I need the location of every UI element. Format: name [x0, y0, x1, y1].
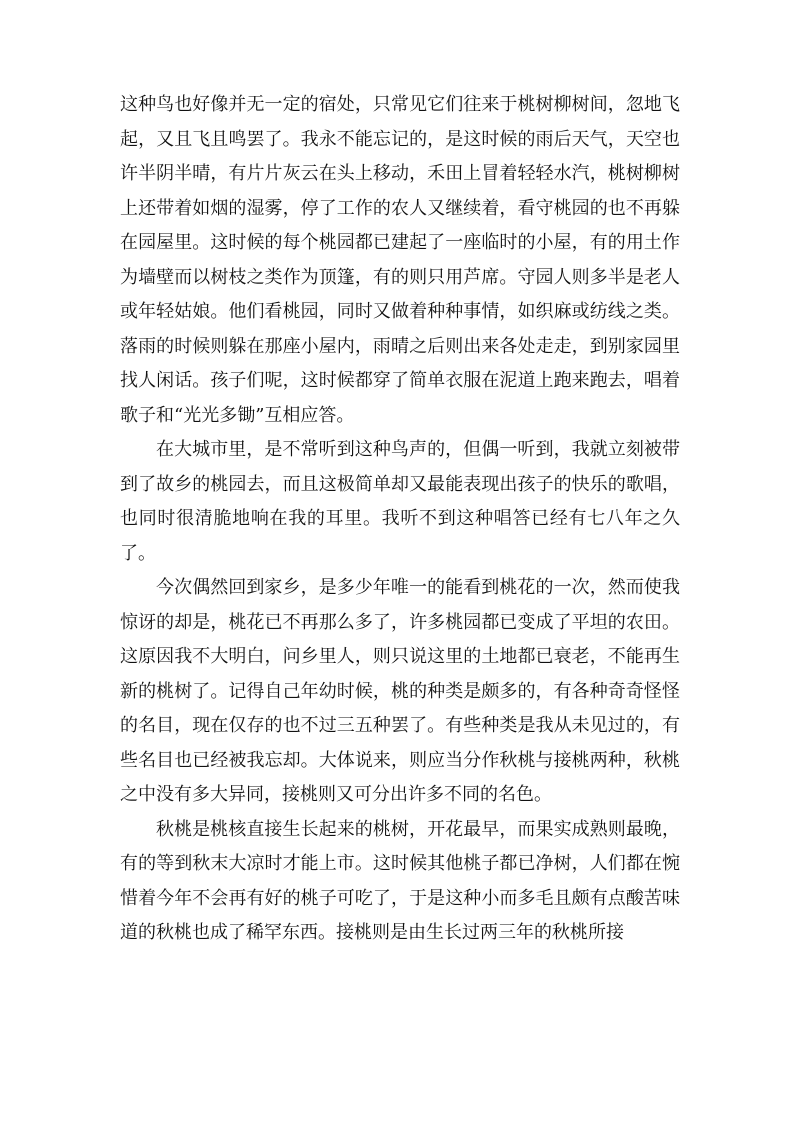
paragraph: 今次偶然回到家乡，是多少年唯一的能看到桃花的一次，然而使我惊讶的却是，桃花已不再那么多了，许多桃园都已变成了平坦的农田。这原因我不大明白，问乡里人，则只说这里的土地都已衰老，不能再生新的桃树了。记得自己年幼时候，桃的种类是颇多的，有各种奇奇怪怪的名目，现在仅存的也不过三五种罢了。有些种类是我从未见过的，有些名目也已经被我忘却。大体说来，则应当分作秋桃与接桃两种，秋桃之中没有多大异同，接桃则又可分出许多不同的名色。 [120, 577, 680, 805]
paragraph: 这种鸟也好像并无一定的宿处，只常见它们往来于桃树柳树间，忽地飞起，又且飞且鸣罢了。我永不能忘记的，是这时候的雨后天气，天空也许半阴半晴，有片片灰云在头上移动，禾田上冒着轻轻水汽，桃树柳树上还带着如烟的湿雾，停了工作的农人又继续着，看守桃园的也不再躲在园屋里。这时候的每个桃园都已建起了一座临时的小屋，有的用土作为墙壁而以树枝之类作为顶篷，有的则只用芦席。守园人则多半是老人或年轻姑娘。他们看桃园，同时又做着种种事情，如织麻或纺线之类。落雨的时候则躲在那座小屋内，雨晴之后则出来各处走走，到别家园里找人闲话。孩子们呢，这时候都穿了简单衣服在泥道上跑来跑去，唱着歌子和“光光多锄”互相应答。 [120, 94, 680, 426]
document-body [120, 88, 680, 951]
paragraph: 在大城市里，是不常听到这种鸟声的，但偶一听到，我就立刻被带到了故乡的桃园去，而且这极简单却又最能表现出孩子的快乐的歌唱，也同时很清脆地响在我的耳里。我听不到这种唱答已经有七八年之久了。 [120, 439, 680, 564]
paragraph: 秋桃是桃核直接生长起来的桃树，开花最早，而果实成熟则最晚，有的等到秋末大凉时才能上市。这时候其他桃子都已净树，人们都在惋惜着今年不会再有好的桃子可吃了，于是这种小而多毛且颇有点酸苦味道的秋桃也成了稀罕东西。接桃则是由生长过两三年的秋桃所接 [120, 818, 680, 943]
